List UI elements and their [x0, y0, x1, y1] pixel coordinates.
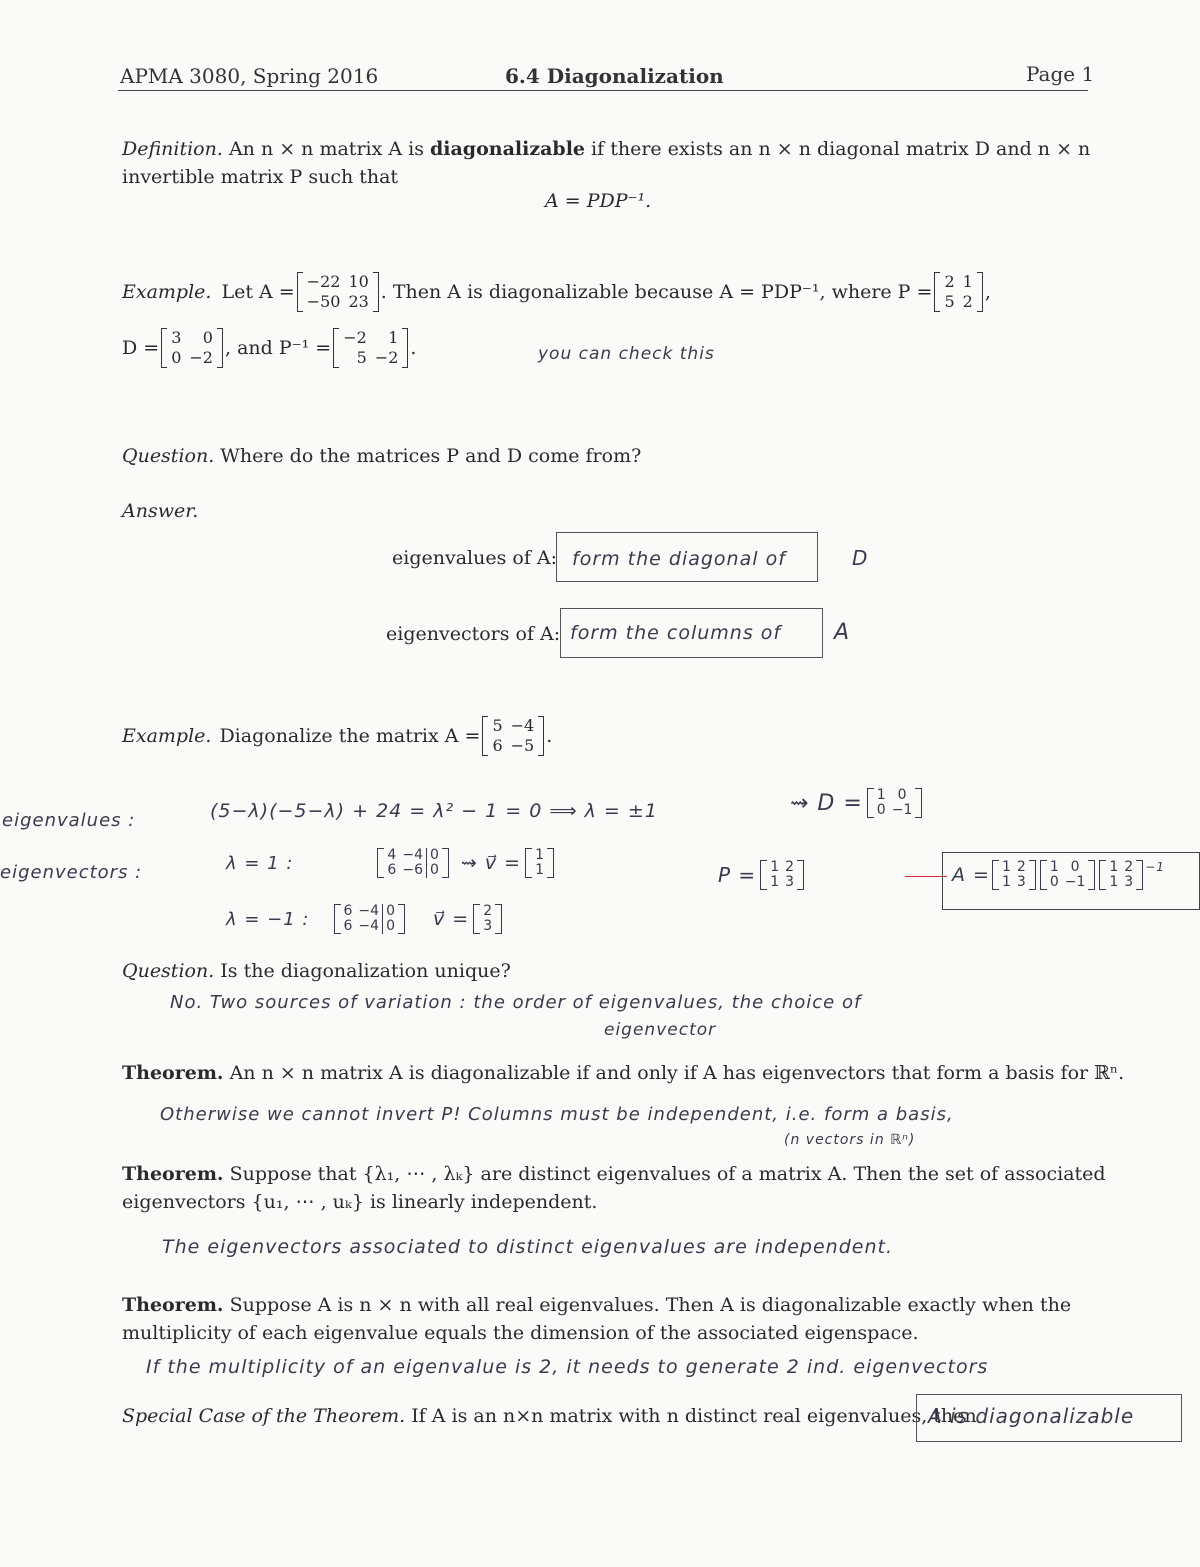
theorem3-label: Theorem.: [122, 1294, 224, 1316]
work-aug2-matrix: 6 −4 0 6 −4 0: [334, 904, 405, 934]
definition-formula: A = PDP⁻¹.: [545, 190, 652, 212]
work-aug1-matrix: 4 −4 0 6 −6 0: [377, 848, 448, 878]
header-rule: [118, 90, 1088, 91]
work-p-matrix: 1 2 1 3: [760, 860, 804, 890]
work-eigenvectors-label: eigenvectors :: [0, 862, 143, 883]
matrix-A-example2: 5 −4 6 −5: [482, 716, 544, 756]
definition-text-before: An n × n matrix A is: [228, 138, 430, 160]
special-case-line: [122, 1405, 977, 1427]
eigenvectors-after: A: [834, 620, 851, 645]
example1-middle: . Then A is diagonalizable because A = PDP⁻¹, where P =: [380, 281, 933, 303]
theorem2-text: Suppose that {λ₁, ⋯ , λₖ} are distinct eigenvalues of a matrix A. Then the set of associated: [229, 1163, 1106, 1185]
example1-let: Let A =: [221, 281, 295, 303]
theorem2-label: Theorem.: [122, 1163, 224, 1185]
work-v2-vector: 2 3: [473, 904, 502, 934]
header-course: APMA 3080, Spring 2016: [120, 64, 379, 88]
theorem1-label: Theorem.: [122, 1062, 224, 1084]
work-a-factorization: [952, 860, 1165, 890]
question2-label: Question.: [122, 960, 215, 982]
example1-d-label: D =: [122, 337, 160, 359]
work-lambda1: λ = 1 :: [226, 852, 294, 874]
example1-and: , and P⁻¹ =: [224, 337, 332, 359]
example1-label: Example.: [122, 281, 212, 303]
work-eigenvalues-label: eigenvalues :: [2, 810, 136, 831]
theorem3-text: Suppose A is n × n with all real eigenvalues. Then A is diagonalizable exactly when the: [229, 1294, 1072, 1316]
eigenvectors-fill: form the columns of: [570, 622, 782, 644]
work-a-factor1: 1 2 1 3: [992, 860, 1036, 890]
eigenvalues-after: D: [852, 546, 869, 570]
work-a-inverse: −1: [1145, 860, 1165, 874]
theorem1-text: An n × n matrix A is diagonalizable if and only if A has eigenvectors that form a basis for ℝⁿ.: [229, 1062, 1125, 1084]
eigenvalues-fill: form the diagonal of: [572, 548, 786, 570]
theorem3-line2: multiplicity of each eigenvalue equals the dimension of the associated eigenspace.: [122, 1322, 919, 1344]
header-page-number: Page 1: [1026, 62, 1095, 86]
work-a-factor3: 1 2 1 3: [1099, 860, 1143, 890]
definition-text-after: if there exists an n × n diagonal matrix D and n × n: [585, 138, 1091, 160]
work-d-matrix: 1 0 0 −1: [867, 788, 923, 818]
theorem3-note: If the multiplicity of an eigenvalue is 2, it needs to generate 2 ind. eigenvectors: [146, 1356, 989, 1378]
work-d-result: [790, 788, 926, 818]
eigenvalues-label: eigenvalues of A:: [392, 547, 558, 569]
work-lambda1-row: [226, 848, 558, 878]
work-char-poly: (5−λ)(−5−λ) + 24 = λ² − 1 = 0 ⟹ λ = ±1: [210, 800, 658, 822]
example2-text: Diagonalize the matrix A =: [219, 725, 481, 747]
theorem2-line1: [122, 1163, 1106, 1185]
theorem2-line2: eigenvectors {u₁, ⋯ , uₖ} is linearly independent.: [122, 1191, 598, 1213]
example2-line: Example. Diagonalize the matrix A = 5 −4 6 −5 .: [122, 716, 553, 755]
work-arrow2: v⃗ =: [432, 908, 470, 930]
theorem1-note1: Otherwise we cannot invert P! Columns must be independent, i.e. form a basis,: [160, 1104, 954, 1125]
work-d-label: ⇝ D =: [790, 790, 863, 816]
header-section-title: 6.4 Diagonalization: [505, 64, 724, 88]
example1-line1: Example. Let A = −22 10 −50 23 . Then A is diagonalizable because A = PDP⁻¹, where P = 2 1 5 2 ,: [122, 272, 991, 311]
work-a-label: A =: [952, 864, 990, 886]
example2-label: Example.: [122, 725, 212, 747]
work-arrow1: ⇝ v⃗ =: [460, 852, 522, 874]
question1-label: Question.: [122, 445, 215, 467]
example1-line2: D = 3 0 0 −2 , and P⁻¹ = −2 1 5 −2 .: [122, 328, 417, 367]
work-v1-vector: 1 1: [525, 848, 554, 878]
special-case-text: If A is an n×n matrix with n distinct real eigenvalues, then: [411, 1405, 977, 1427]
special-case-label: Special Case of the Theorem.: [122, 1405, 406, 1427]
matrix-Pinv-example1: −2 1 5 −2: [333, 328, 408, 368]
work-lambda2-row: [226, 904, 506, 934]
answer-label: Answer.: [122, 500, 199, 522]
definition-term: diagonalizable: [429, 138, 586, 160]
work-a-factor2: 1 0 0 −1: [1040, 860, 1096, 890]
matrix-D-example1: 3 0 0 −2: [161, 328, 223, 368]
theorem1: [122, 1062, 1124, 1084]
theorem2-note: The eigenvectors associated to distinct eigenvalues are independent.: [162, 1236, 893, 1258]
work-p-label: P =: [718, 863, 757, 887]
definition-label: Definition.: [122, 138, 223, 160]
question2-text: Is the diagonalization unique?: [220, 960, 511, 982]
question1-text: Where do the matrices P and D come from?: [220, 445, 642, 467]
matrix-A-example1: −22 10 −50 23: [297, 272, 379, 312]
definition-paragraph: [122, 138, 1090, 160]
question2: [122, 960, 511, 982]
theorem1-note2: (n vectors in ℝⁿ): [784, 1132, 916, 1148]
question1: [122, 445, 641, 467]
theorem3-line1: [122, 1294, 1071, 1316]
special-case-fill: A is diagonalizable: [928, 1404, 1135, 1428]
red-pointer-line: [905, 876, 947, 877]
work-p-result: [718, 860, 808, 890]
question2-answer-line1: No. Two sources of variation : the order of eigenvalues, the choice of: [170, 992, 862, 1013]
question2-answer-line2: eigenvector: [604, 1020, 717, 1040]
definition-line2: invertible matrix P such that: [122, 166, 399, 188]
matrix-P-example1: 2 1 5 2: [934, 272, 982, 312]
eigenvectors-label: eigenvectors of A:: [386, 623, 561, 645]
work-lambda2: λ = −1 :: [226, 908, 310, 930]
example1-handwritten-note: you can check this: [538, 344, 715, 364]
